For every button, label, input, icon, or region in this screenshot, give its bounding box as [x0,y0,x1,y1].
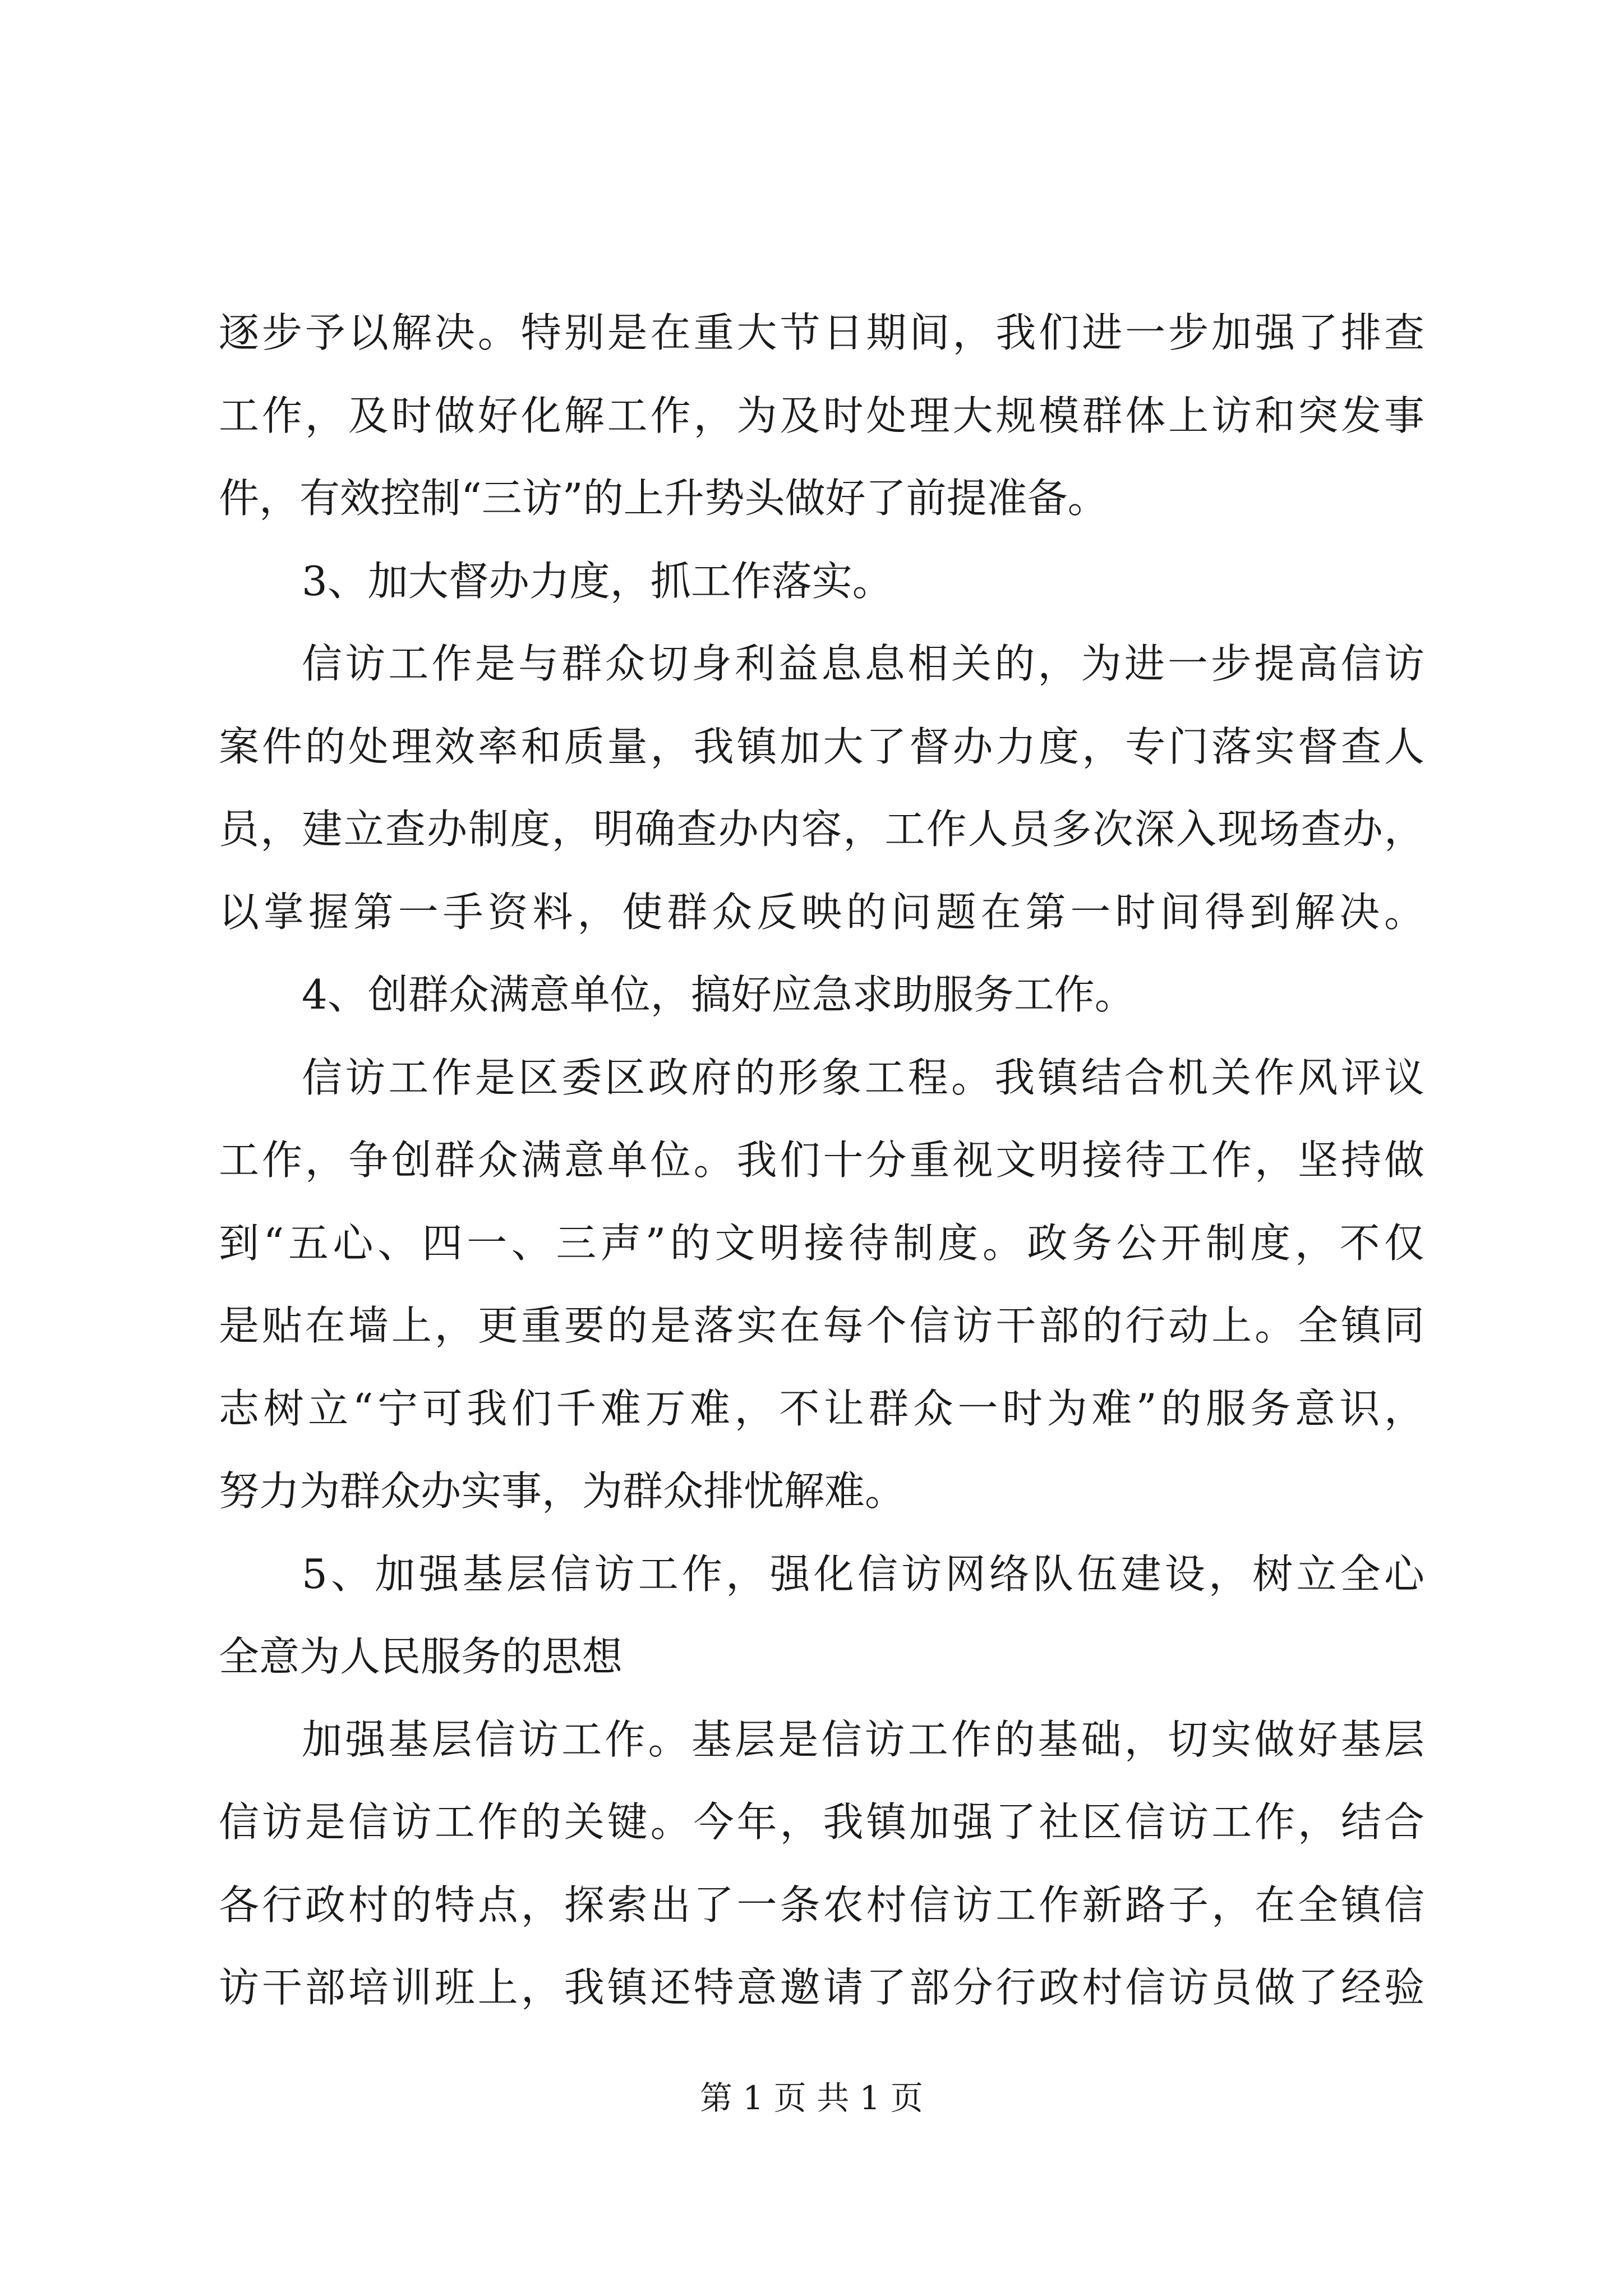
text-line: 案件的处理效率和质量，我镇加大了督办力度，专门落实督查人 [219,723,1424,770]
text-line: 工作，及时做好化解工作，为及时处理大规模群体上访和突发事 [219,392,1424,439]
text-line: 5、加强基层信访工作，强化信访网络队伍建设，树立全心 [302,1550,1424,1598]
text-line: 逐步予以解决。特别是在重大节日期间，我们进一步加强了排查 [219,309,1424,356]
text-line: 信访工作是区委区政府的形象工程。我镇结合机关作风评议 [302,1053,1424,1101]
text-line: 以掌握第一手资料，使群众反映的问题在第一时间得到解决。 [219,888,1424,936]
text-line: 努力为群众办实事，为群众排忧解难。 [219,1467,906,1515]
text-line: 访干部培训班上，我镇还特意邀请了部分行政村信访员做了经验 [219,1964,1424,2011]
text-line: 件，有效控制“三访”的上升势头做好了前提准备。 [219,475,1108,522]
text-line: 工作，争创群众满意单位。我们十分重视文明接待工作，坚持做 [219,1137,1424,1184]
text-line: 各行政村的特点，探索出了一条农村信访工作新路子，在全镇信 [219,1881,1424,1929]
text-line: 加强基层信访工作。基层是信访工作的基础，切实做好基层 [302,1715,1424,1763]
text-line: 3、加大督办力度，抓工作落实。 [302,557,893,605]
text-line: 志树立“宁可我们千难万难，不让群众一时为难”的服务意识， [219,1384,1424,1432]
text-line: 到“五心、四一、三声”的文明接待制度。政务公开制度，不仅 [219,1219,1424,1267]
text-line: 4、创群众满意单位，搞好应急求助服务工作。 [302,971,1135,1018]
text-line: 是贴在墙上，更重要的是落实在每个信访干部的行动上。全镇同 [219,1302,1424,1349]
text-line: 信访工作是与群众切身利益息息相关的，为进一步提高信访 [302,640,1424,687]
text-line: 信访是信访工作的关键。今年，我镇加强了社区信访工作，结合 [219,1798,1424,1846]
text-line: 员，建立查办制度，明确查办内容，工作人员多次深入现场查办， [219,806,1424,853]
document-body [219,292,1424,2030]
text-line: 全意为人民服务的思想 [219,1633,623,1680]
page-footer: 第 1 页 共 1 页 [700,2079,923,2117]
